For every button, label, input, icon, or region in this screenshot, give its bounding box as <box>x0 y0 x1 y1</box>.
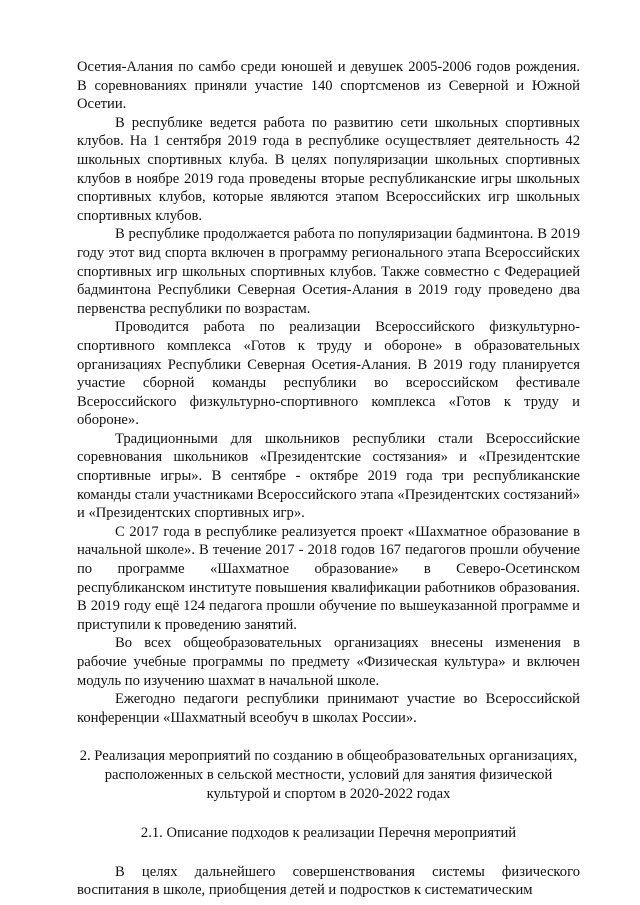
subsection-heading: 2.1. Описание подходов к реализации Перечня мероприятий <box>140 825 517 842</box>
paragraph-3: В республике продолжается работа по популяризации бадминтона. В 2019 году этот вид спорта включен в программу регионального этапа Всероссийских спортивных игр школьных спортивных клубов. Также совместно с Федерацией бадминтона Республики Северная Осетия-Алания в 2019 году проведено два первенства республики по возрастам. <box>77 226 580 317</box>
paragraph-1: Осетия-Алания по самбо среди юношей и девушек 2005-2006 годов рождения. В соревнованиях приняли участие 140 спортсменов из Северной и Южной Осетии. <box>77 59 580 113</box>
document-page <box>77 58 580 900</box>
paragraph-6: С 2017 года в республике реализуется проект «Шахматное образование в начальной школе». В течение 2017 - 2018 годов 167 педагогов прошли обучение по программе «Шахматное образование» в Северо-Осетинском республиканском институте повышения квалификации работников образования. В 2019 году ещё 124 педагога прошли обучение по вышеуказанной программе и приступили к проведению занятий. <box>77 523 580 633</box>
paragraph-4: Проводится работа по реализации Всероссийского физкультурно-спортивного комплекса «Готов к труду и обороне» в образовательных организациях Республики Северная Осетия-Алания. В 2019 году планируется участие сборной команды республики во всероссийском фестивале Всероссийского физкультурно-спортивного комплекса «Готов к труду и обороне». <box>77 319 580 429</box>
paragraph-8: Ежегодно педагоги республики принимают участие во Всероссийской конференции «Шахматный всеобуч в школах России». <box>77 691 580 726</box>
section-heading: 2. Реализация мероприятий по созданию в общеобразовательных организациях, расположенных в сельской местности, условий для занятия физической культурой и спортом в 2020-2022 годах <box>79 748 578 802</box>
paragraph-7: Во всех общеобразовательных организациях внесены изменения в рабочие учебные программы по предмету «Физическая культура» и включен модуль по изучению шахмат в начальной школе. <box>77 635 580 689</box>
paragraph-5: Традиционными для школьников республики стали Всероссийские соревнования школьников «Президентские состязания» и «Президентские спортивные игры». В сентябре - октябре 2019 года три республиканские команды стали участниками Всероссийского этапа «Президентских состязаний» и «Президентских спортивных игр». <box>77 430 580 522</box>
final-paragraph: В целях дальнейшего совершенствования системы физического воспитания в школе, приобщения детей и подростков к систематическим <box>77 863 580 899</box>
paragraph-2: В республике ведется работа по развитию сети школьных спортивных клубов. На 1 сентября 2019 года в республике осуществляет деятельность 42 школьных спортивных клуба. В целях популяризации школьных спортивных клубов в ноябре 2019 года проведены вторые республиканские игры школьных спортивных клубов, которые являются этапом Всероссийских игр школьных спортивных клубов. <box>77 114 580 224</box>
